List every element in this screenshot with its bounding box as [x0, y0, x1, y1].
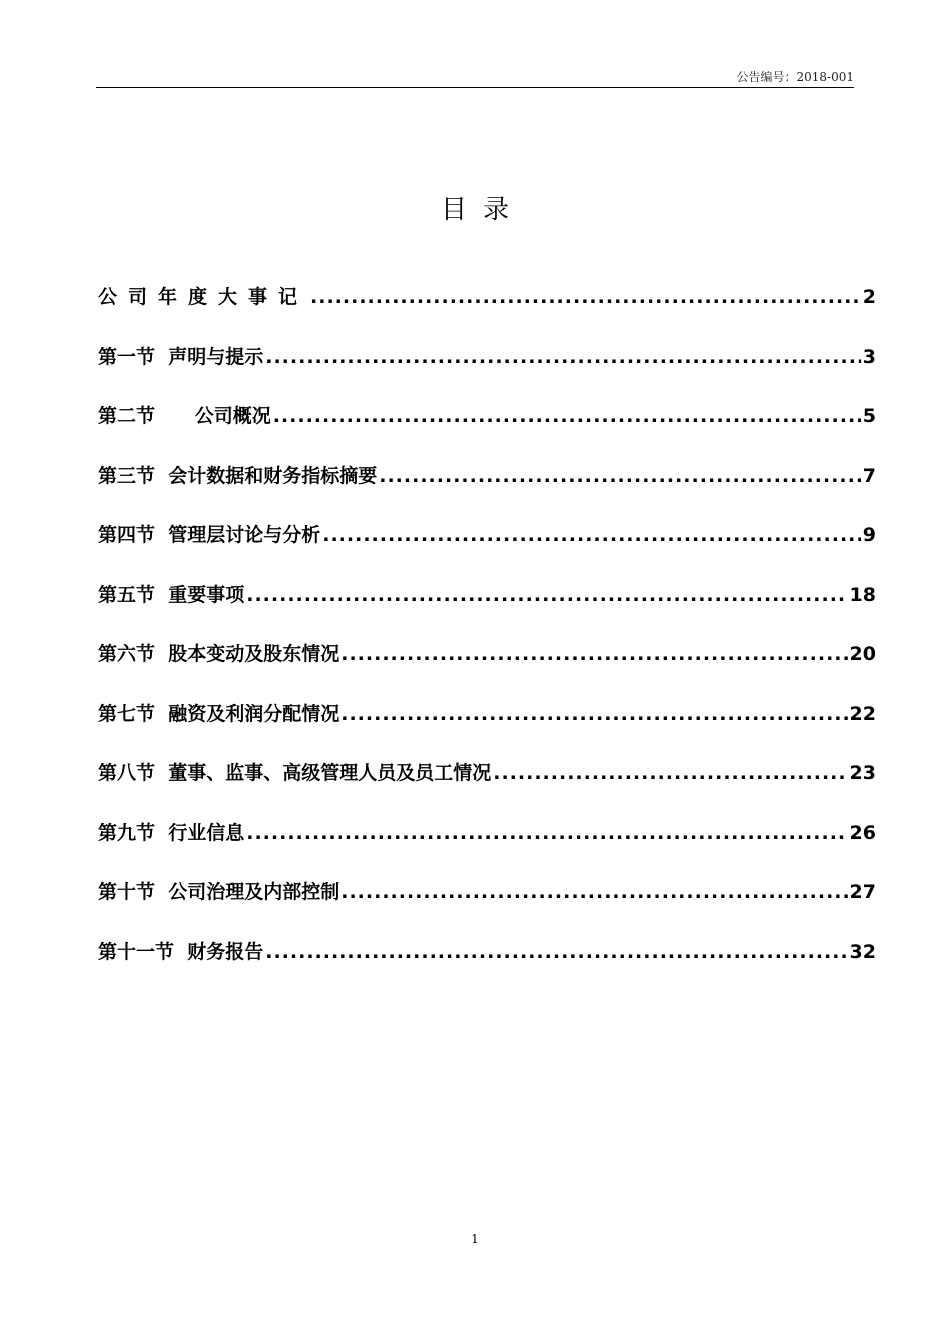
toc-leader-dots: [265, 346, 861, 368]
toc-entry-label: 第十节 公司治理及内部控制: [98, 881, 340, 903]
toc-leader-dots: [322, 524, 861, 546]
toc-entry-label: 第二节 公司概况: [98, 405, 271, 427]
toc-leader-dots: [493, 762, 847, 784]
toc-entry-label: 第八节 董事、监事、高级管理人员及员工情况: [98, 762, 492, 784]
toc-entry-label: 第五节 重要事项: [98, 583, 245, 606]
toc-entry[interactable]: [98, 401, 876, 461]
toc-entry-page: 5: [862, 405, 876, 427]
toc-entry-label: 第四节 管理层讨论与分析: [98, 524, 321, 546]
toc-entry[interactable]: [98, 639, 876, 699]
toc-leader-dots: [310, 286, 861, 308]
toc-leader-dots: [246, 822, 847, 844]
toc-entry[interactable]: [98, 461, 876, 521]
toc-entry-page: 27: [849, 881, 876, 903]
toc-entry-label: 第九节 行业信息: [98, 821, 245, 844]
toc-entry[interactable]: [98, 342, 876, 402]
toc-entry-page: 32: [849, 940, 876, 963]
page-title: 目录: [440, 195, 525, 226]
toc-entry-page: 2: [862, 286, 876, 308]
toc-entry-label: 第七节 融资及利润分配情况: [98, 702, 340, 725]
toc-entry-label: 第三节 会计数据和财务指标摘要: [98, 464, 378, 487]
toc-entry-page: 3: [862, 345, 876, 368]
toc-entry-label: 第一节 声明与提示: [98, 345, 264, 368]
toc-entry-page: 23: [849, 762, 876, 784]
toc-entry[interactable]: [98, 877, 876, 937]
toc-entry-page: 18: [849, 583, 876, 606]
toc-entry-page: 9: [862, 524, 876, 546]
toc-leader-dots: [341, 881, 847, 903]
toc-entry[interactable]: [98, 520, 876, 580]
toc-entry[interactable]: [98, 937, 876, 997]
toc-leader-dots: [265, 941, 847, 963]
toc-entry-label: 第六节 股本变动及股东情况: [98, 643, 340, 665]
toc-entry[interactable]: [98, 580, 876, 640]
toc-entry-label: 公司年度大事记: [98, 286, 309, 308]
toc-leader-dots: [379, 465, 861, 487]
announcement-number: 公告编号：2018-001: [736, 70, 854, 84]
table-of-contents: [98, 282, 876, 996]
toc-entry[interactable]: [98, 699, 876, 759]
toc-entry-label: 第十一节 财务报告: [98, 940, 264, 963]
toc-leader-dots: [341, 703, 847, 725]
page-number: 1: [471, 1232, 479, 1246]
toc-entry[interactable]: [98, 818, 876, 878]
toc-entry-page: 22: [849, 702, 876, 725]
toc-leader-dots: [341, 643, 847, 665]
toc-entry-page: 7: [862, 464, 876, 487]
toc-entry-page: 26: [849, 821, 876, 844]
header-rule: [96, 87, 854, 88]
toc-entry-page: 20: [849, 643, 876, 665]
toc-entry[interactable]: [98, 758, 876, 818]
toc-leader-dots: [246, 584, 847, 606]
toc-entry[interactable]: [98, 282, 876, 342]
toc-leader-dots: [273, 405, 861, 427]
